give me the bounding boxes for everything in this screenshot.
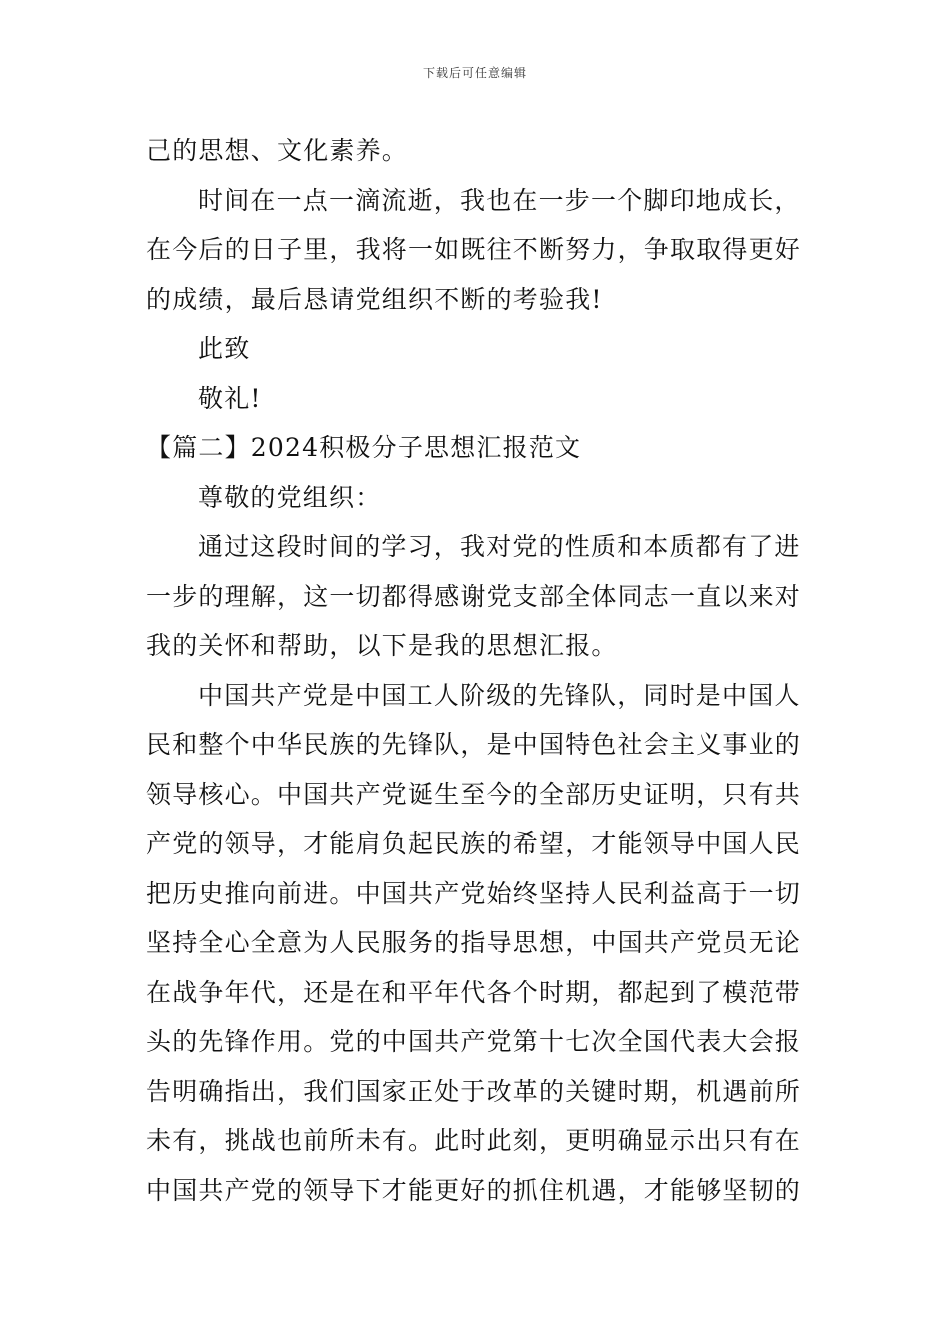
text-line: 头的先锋作用。党的中国共产党第十七次全国代表大会报 — [146, 1027, 802, 1056]
text-line: 在今后的日子里，我将一如既往不断努力，争取取得更好 — [146, 235, 802, 264]
document-body — [146, 126, 806, 1215]
text-line: 的成绩，最后恳请党组织不断的考验我! — [146, 284, 603, 314]
text-line: 敬礼! — [198, 383, 262, 413]
text-line: 告明确指出，我们国家正处于改革的关键时期，机遇前所 — [146, 1076, 802, 1106]
text-line: 把历史推向前进。中国共产党始终坚持人民利益高于一切 — [146, 878, 802, 908]
text-line: 未有，挑战也前所未有。此时此刻，更明确显示出只有在 — [146, 1126, 802, 1155]
salutation: 尊敬的党组织： — [198, 482, 382, 512]
text-line: 通过这段时间的学习，我对党的性质和本质都有了进 — [198, 532, 801, 561]
text-line: 民和整个中华民族的先锋队，是中国特色社会主义事业的 — [146, 730, 802, 759]
text-line: 产党的领导，才能肩负起民族的希望，才能领导中国人民 — [146, 829, 802, 858]
text-line: 领导核心。中国共产党诞生至今的全部历史证明，只有共 — [146, 779, 802, 809]
text-line: 我的关怀和帮助，以下是我的思想汇报。 — [146, 631, 618, 660]
text-line: 中国共产党是中国工人阶级的先锋队，同时是中国人 — [198, 680, 801, 710]
text-line: 中国共产党的领导下才能更好的抓住机遇，才能够坚韧的 — [146, 1175, 802, 1205]
text-line: 此致 — [198, 334, 251, 363]
section-heading: 【篇二】2024积极分子思想汇报范文 — [146, 433, 582, 462]
text-line: 时间在一点一滴流逝，我也在一步一个脚印地成长， — [198, 185, 801, 215]
page-header: 下载后可任意编辑 — [422, 66, 527, 80]
text-line: 一步的理解，这一切都得感谢党支部全体同志一直以来对 — [146, 581, 802, 611]
text-line: 坚持全心全意为人民服务的指导思想，中国共产党员无论 — [146, 928, 802, 957]
text-line: 在战争年代，还是在和平年代各个时期，都起到了模范带 — [146, 977, 802, 1007]
text-line: 己的思想、文化素养。 — [146, 136, 409, 165]
